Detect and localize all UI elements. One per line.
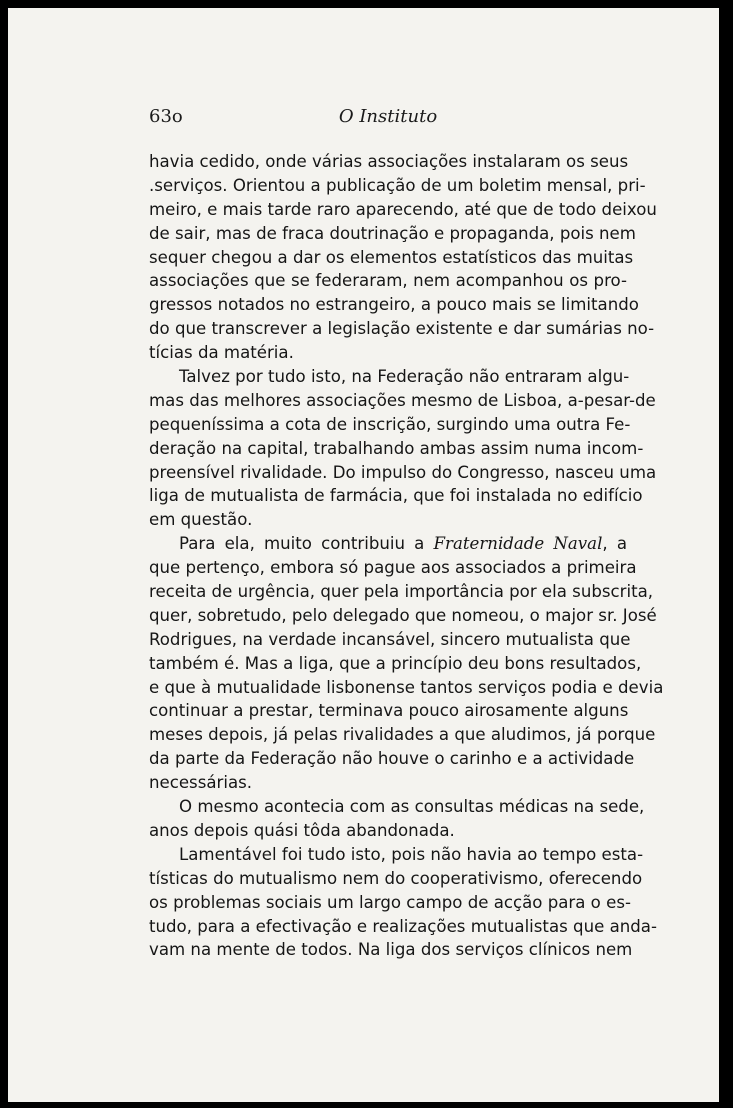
text-line: e que à mutualidade lisbonense tantos serviços podia e devia	[149, 677, 664, 697]
text-line: em questão.	[149, 510, 253, 530]
text-line: receita de urgência, quer pela importância por ela subscrita,	[149, 582, 654, 602]
text-segment: , a	[602, 534, 627, 554]
text-segment: Para ela, muito contribuiu a	[179, 534, 434, 554]
page-number: 63o	[149, 106, 183, 127]
text-line: tudo, para a efectivação e realizações mutualistas que anda-	[149, 916, 657, 936]
text-line: havia cedido, onde várias associações instalaram os seus	[149, 152, 629, 171]
text-line: meses depois, já pelas rivalidades a que aludimos, já porque	[149, 725, 656, 745]
text-line: da parte da Federação não houve o carinho e a actividade	[149, 749, 635, 769]
text-line: associações que se federaram, nem acompanhou os pro-	[149, 271, 627, 291]
text-line: quer, sobretudo, pelo delegado que nomeou, o major sr. José	[149, 605, 657, 625]
text-line: meiro, e mais tarde raro aparecendo, até que de todo deixou	[149, 199, 657, 219]
text-line: Talvez por tudo isto, na Federação não entraram algu-	[179, 367, 630, 387]
italic-title: Fraternidade Naval	[433, 534, 603, 554]
book-page	[8, 8, 719, 1102]
text-line: que pertenço, embora só pague aos associados a primeira	[149, 558, 637, 578]
text-line: os problemas sociais um largo campo de acção para o es-	[149, 892, 631, 912]
text-line: Lamentável foi tudo isto, pois não havia ao tempo esta-	[179, 844, 644, 864]
text-line: tícias da matéria.	[149, 343, 294, 363]
text-line: continuar a prestar, terminava pouco airosamente alguns	[149, 701, 629, 721]
text-line: necessárias.	[149, 773, 253, 793]
running-title: O Instituto	[338, 106, 438, 127]
text-line: também é. Mas a liga, que a princípio deu bons resultados,	[149, 653, 642, 673]
text-line: tísticas do mutualismo nem do cooperativismo, oferecendo	[149, 868, 643, 888]
text-line: liga de mutualista de farmácia, que foi instalada no edifício	[149, 486, 643, 506]
text-line: preensível rivalidade. Do impulso do Congresso, nasceu uma	[149, 462, 657, 482]
text-line: gressos notados no estrangeiro, a pouco mais se limitando	[149, 295, 639, 315]
text-line: sequer chegou a dar os elementos estatísticos das muitas	[149, 247, 634, 267]
text-line: mas das melhores associações mesmo de Lisboa, a-pesar-de	[149, 390, 656, 410]
text-line: .serviços. Orientou a publicação de um boletim mensal, pri-	[149, 175, 646, 195]
text-line: do que transcrever a legislação existente e dar sumárias no-	[149, 319, 655, 339]
text-line: O mesmo acontecia com as consultas médicas na sede,	[179, 797, 645, 817]
text-line: vam na mente de todos. Na liga dos serviços clínicos nem	[149, 940, 633, 960]
text-line: de sair, mas de fraca doutrinação e propaganda, pois nem	[149, 223, 636, 243]
page-header	[149, 106, 627, 132]
text-line: anos depois quási tôda abandonada.	[149, 820, 455, 840]
text-line: deração na capital, trabalhando ambas assim numa incom-	[149, 438, 644, 458]
text-line: Rodrigues, na verdade incansável, sincero mutualista que	[149, 629, 631, 649]
body-text	[149, 150, 664, 962]
text-line: pequeníssima a cota de inscrição, surgindo uma outra Fe-	[149, 414, 631, 434]
text-line	[149, 532, 627, 556]
